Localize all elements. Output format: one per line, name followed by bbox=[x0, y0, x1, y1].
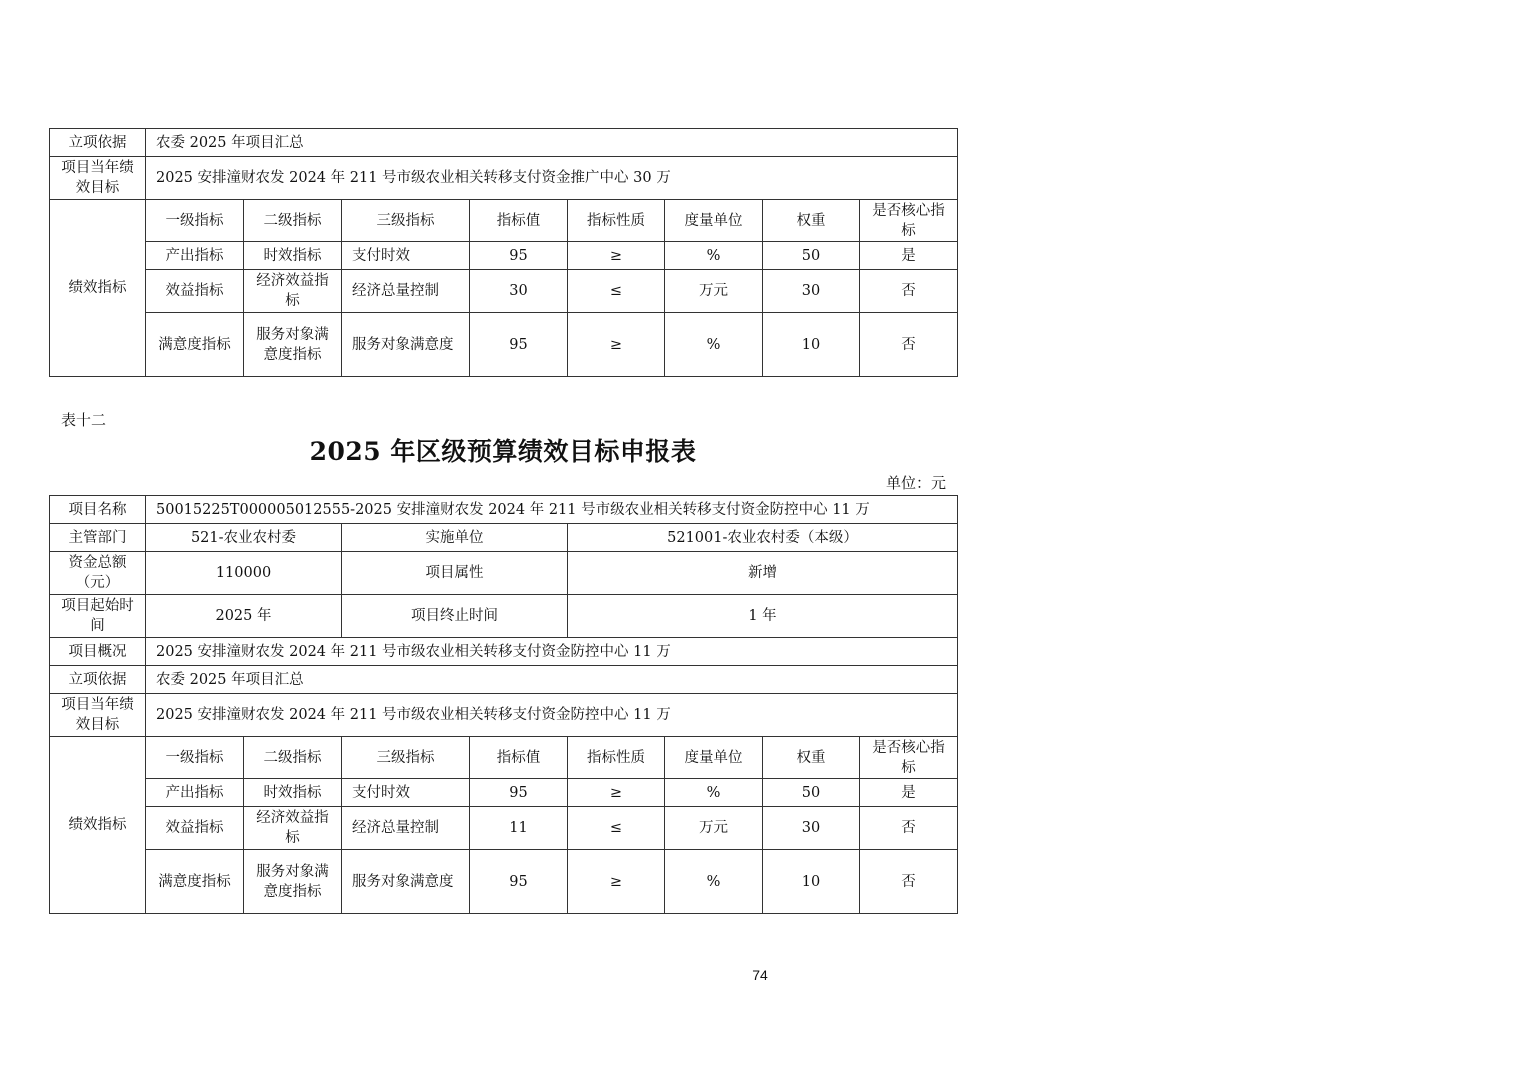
cell-weight: 30 bbox=[763, 270, 860, 313]
table-row bbox=[50, 850, 958, 914]
cell-weight: 30 bbox=[763, 807, 860, 850]
impl-unit-label: 实施单位 bbox=[342, 524, 568, 552]
dept-value: 521-农业农村委 bbox=[146, 524, 342, 552]
cell-level2: 经济效益指标 bbox=[244, 270, 342, 313]
cell-level2: 时效指标 bbox=[244, 779, 342, 807]
header-unit: 度量单位 bbox=[665, 737, 763, 779]
table-row bbox=[50, 270, 958, 313]
cell-unit: % bbox=[665, 313, 763, 377]
table-row bbox=[50, 242, 958, 270]
cell-weight: 10 bbox=[763, 850, 860, 914]
header-level3: 三级指标 bbox=[342, 200, 470, 242]
cell-value: 95 bbox=[470, 850, 568, 914]
cell-core: 否 bbox=[860, 270, 958, 313]
overview-label: 项目概况 bbox=[50, 638, 146, 666]
fund-value: 110000 bbox=[146, 552, 342, 595]
cell-nature: ≤ bbox=[568, 807, 665, 850]
cell-level3: 经济总量控制 bbox=[342, 270, 470, 313]
cell-value: 95 bbox=[470, 779, 568, 807]
cell-weight: 50 bbox=[763, 242, 860, 270]
table-row bbox=[50, 313, 958, 377]
name-label: 项目名称 bbox=[50, 496, 146, 524]
cell-value: 11 bbox=[470, 807, 568, 850]
indicators-label: 绩效指标 bbox=[50, 200, 146, 377]
start-label: 项目起始时间 bbox=[50, 595, 146, 638]
basis-value: 农委 2025 年项目汇总 bbox=[146, 129, 958, 157]
page-number: 74 bbox=[752, 967, 768, 983]
attr-value: 新增 bbox=[568, 552, 958, 595]
header-unit: 度量单位 bbox=[665, 200, 763, 242]
cell-weight: 10 bbox=[763, 313, 860, 377]
header-level3: 三级指标 bbox=[342, 737, 470, 779]
performance-table-1 bbox=[49, 128, 958, 377]
goal-value: 2025 安排潼财农发 2024 年 211 号市级农业相关转移支付资金推广中心 30 万 bbox=[146, 157, 958, 200]
cell-value: 95 bbox=[470, 313, 568, 377]
basis-label: 立项依据 bbox=[50, 129, 146, 157]
basis-label: 立项依据 bbox=[50, 666, 146, 694]
goal-label: 项目当年绩效目标 bbox=[50, 694, 146, 737]
cell-core: 否 bbox=[860, 850, 958, 914]
header-level2: 二级指标 bbox=[244, 737, 342, 779]
cell-nature: ≥ bbox=[568, 779, 665, 807]
header-weight: 权重 bbox=[763, 737, 860, 779]
page-title: 2025 年区级预算绩效目标申报表 bbox=[309, 437, 697, 466]
goal-value: 2025 安排潼财农发 2024 年 211 号市级农业相关转移支付资金防控中心 11 万 bbox=[146, 694, 958, 737]
cell-weight: 50 bbox=[763, 779, 860, 807]
cell-level2: 时效指标 bbox=[244, 242, 342, 270]
cell-core: 是 bbox=[860, 242, 958, 270]
cell-level2: 服务对象满意度指标 bbox=[244, 313, 342, 377]
name-value: 50015225T000005012555-2025 安排潼财农发 2024 年 211 号市级农业相关转移支付资金防控中心 11 万 bbox=[146, 496, 958, 524]
cell-unit: % bbox=[665, 779, 763, 807]
basis-value: 农委 2025 年项目汇总 bbox=[146, 666, 958, 694]
end-value: 1 年 bbox=[568, 595, 958, 638]
cell-nature: ≤ bbox=[568, 270, 665, 313]
cell-unit: % bbox=[665, 850, 763, 914]
cell-nature: ≥ bbox=[568, 242, 665, 270]
cell-nature: ≥ bbox=[568, 850, 665, 914]
header-value: 指标值 bbox=[470, 200, 568, 242]
header-nature: 指标性质 bbox=[568, 200, 665, 242]
cell-unit: % bbox=[665, 242, 763, 270]
goal-label: 项目当年绩效目标 bbox=[50, 157, 146, 200]
cell-value: 95 bbox=[470, 242, 568, 270]
cell-core: 否 bbox=[860, 807, 958, 850]
cell-level1: 产出指标 bbox=[146, 242, 244, 270]
dept-label: 主管部门 bbox=[50, 524, 146, 552]
cell-nature: ≥ bbox=[568, 313, 665, 377]
end-label: 项目终止时间 bbox=[342, 595, 568, 638]
cell-level3: 服务对象满意度 bbox=[342, 313, 470, 377]
start-value: 2025 年 bbox=[146, 595, 342, 638]
header-value: 指标值 bbox=[470, 737, 568, 779]
header-core: 是否核心指标 bbox=[860, 737, 958, 779]
header-level1: 一级指标 bbox=[146, 737, 244, 779]
cell-level2: 服务对象满意度指标 bbox=[244, 850, 342, 914]
header-nature: 指标性质 bbox=[568, 737, 665, 779]
cell-level3: 支付时效 bbox=[342, 242, 470, 270]
table-row bbox=[50, 807, 958, 850]
cell-level1: 效益指标 bbox=[146, 807, 244, 850]
cell-unit: 万元 bbox=[665, 270, 763, 313]
header-level1: 一级指标 bbox=[146, 200, 244, 242]
cell-level1: 满意度指标 bbox=[146, 850, 244, 914]
fund-label: 资金总额（元） bbox=[50, 552, 146, 595]
cell-level1: 效益指标 bbox=[146, 270, 244, 313]
cell-level1: 满意度指标 bbox=[146, 313, 244, 377]
cell-level1: 产出指标 bbox=[146, 779, 244, 807]
cell-unit: 万元 bbox=[665, 807, 763, 850]
performance-table-2 bbox=[49, 495, 958, 914]
cell-level2: 经济效益指标 bbox=[244, 807, 342, 850]
attr-label: 项目属性 bbox=[342, 552, 568, 595]
cell-level3: 经济总量控制 bbox=[342, 807, 470, 850]
table-caption: 表十二 bbox=[61, 411, 107, 429]
header-level2: 二级指标 bbox=[244, 200, 342, 242]
cell-level3: 服务对象满意度 bbox=[342, 850, 470, 914]
cell-core: 否 bbox=[860, 313, 958, 377]
overview-value: 2025 安排潼财农发 2024 年 211 号市级农业相关转移支付资金防控中心 11 万 bbox=[146, 638, 958, 666]
cell-level3: 支付时效 bbox=[342, 779, 470, 807]
unit-label: 单位：元 bbox=[885, 474, 946, 492]
impl-unit-value: 521001-农业农村委（本级） bbox=[568, 524, 958, 552]
table-row bbox=[50, 779, 958, 807]
cell-value: 30 bbox=[470, 270, 568, 313]
header-weight: 权重 bbox=[763, 200, 860, 242]
indicators-label: 绩效指标 bbox=[50, 737, 146, 914]
cell-core: 是 bbox=[860, 779, 958, 807]
header-core: 是否核心指标 bbox=[860, 200, 958, 242]
